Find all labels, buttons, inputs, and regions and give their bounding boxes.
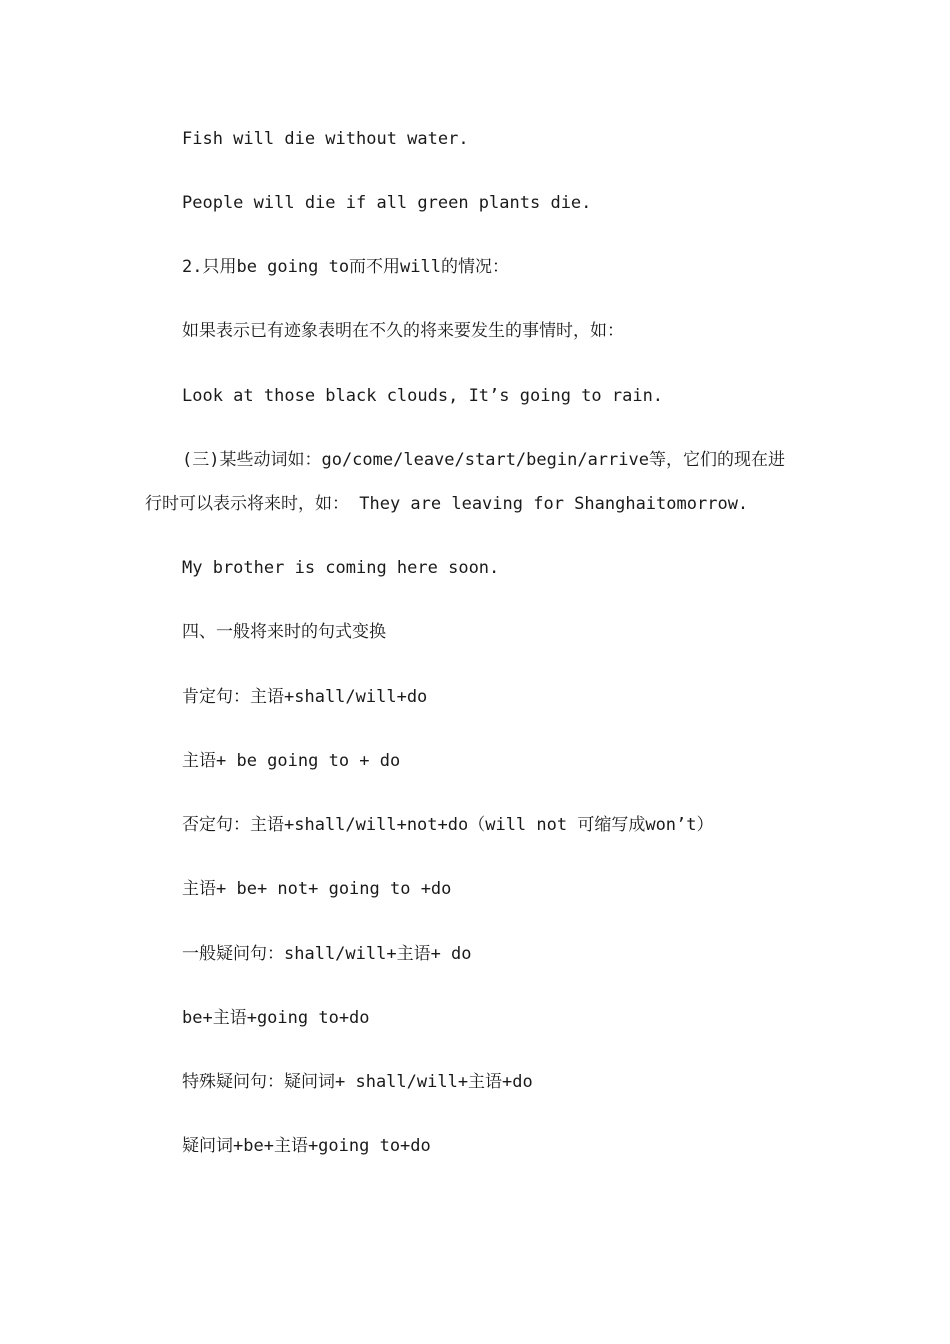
special-question-pattern-will: 特殊疑问句：疑问词+ shall/will+主语+do [182, 1072, 533, 1092]
general-question-pattern-will: 一般疑问句：shall/will+主语+ do [182, 944, 472, 964]
paragraph-sign-explanation: 如果表示已有迹象表明在不久的将来要发生的事情时，如： [182, 321, 624, 341]
general-question-pattern-be-going-to: be+主语+going to+do [182, 1008, 370, 1028]
paragraph-motion-verbs-line-1: (三)某些动词如：go/come/leave/start/begin/arrive等，它们的现在进 [182, 450, 785, 470]
special-question-pattern-be-going-to: 疑问词+be+主语+going to+do [182, 1136, 431, 1156]
example-sentence-fish: Fish will die without water. [182, 129, 469, 149]
affirmative-pattern-will: 肯定句：主语+shall/will+do [182, 687, 428, 707]
example-sentence-people: People will die if all green plants die. [182, 193, 592, 213]
example-sentence-brother: My brother is coming here soon. [182, 558, 500, 578]
paragraph-motion-verbs-line-2: 行时可以表示将来时，如： They are leaving for Shanghaitomorrow. [145, 494, 749, 514]
negative-pattern-will: 否定句：主语+shall/will+not+do（will not 可缩写成won’t） [182, 815, 714, 835]
section-heading-sentence-patterns: 四、一般将来时的句式变换 [182, 622, 386, 642]
affirmative-pattern-be-going-to: 主语+ be going to + do [182, 751, 401, 771]
section-heading-be-going-to: 2.只用be going to而不用will的情况： [182, 257, 509, 277]
negative-pattern-be-going-to: 主语+ be+ not+ going to +do [182, 879, 452, 899]
example-sentence-clouds: Look at those black clouds, It’s going to rain. [182, 386, 664, 406]
